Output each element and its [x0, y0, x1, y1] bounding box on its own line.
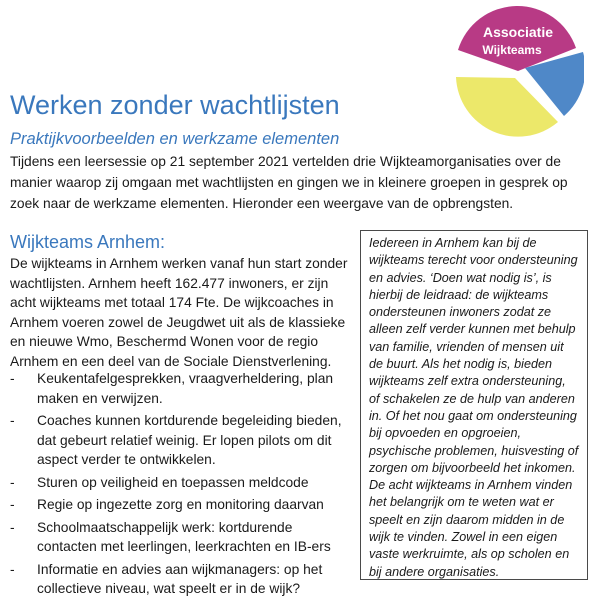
list-item	[10, 411, 355, 470]
logo-text-line2: Wijkteams	[482, 43, 542, 57]
list-item-text: Informatie en advies aan wijkmanagers: op het collectieve niveau, wat speelt er in de wijk?	[37, 561, 323, 596]
associatie-wijkteams-logo	[452, 5, 584, 137]
section-paragraph: De wijkteams in Arnhem werken vanaf hun start zonder wachtlijsten. Arnhem heeft 162.477 inwoners, er zijn acht wijkteams met totaal 174 Fte. De wijkcoaches in Arnhem voeren zowel de Jeugdwet uit als de klassieke en nieuwe Wmo, Beschermd Wonen voor de regio Arnhem en een deel van de Sociale Dienstverlening.	[10, 256, 348, 369]
list-item-text: Coaches kunnen kortdurende begeleiding bieden, dat gebeurt relatief weinig. Er lopen pilots om dit aspect verder te ontwikkelen.	[37, 413, 342, 467]
list-item	[10, 560, 355, 599]
bullet-marker: -	[10, 413, 15, 428]
section-heading: Wijkteams Arnhem:	[10, 232, 166, 252]
list-item	[10, 518, 355, 557]
bullet-marker: -	[10, 497, 15, 512]
list-item-text: Regie op ingezette zorg en monitoring daarvan	[37, 497, 324, 512]
list-item-text: Keukentafelgesprekken, vraagverheldering, plan maken en verwijzen.	[37, 371, 334, 406]
info-sidebox: Iedereen in Arnhem kan bij de wijkteams terecht voor ondersteuning en advies. ‘Doen wat nodig is’, is hierbij de leidraad: de wijkteams ondersteunen inwoners zodat ze alleen zelf verder kunnen met behulp van familie, vrienden of mensen uit de buurt. Als het nodig is, bieden wijkteams zelf extra ondersteuning, of schakelen ze de hulp van anderen in. Of het nou gaat om ondersteuning bij opvoeden en opgroeien, psychische problemen, huisvesting of zorgen om bijvoorbeeld het inkomen. De acht wijkteams in Arnhem vinden het belangrijk om te weten wat er speelt en zijn daarom midden in de wijk te vinden. Zowel in een eigen vaste werkruimte, als op scholen en bij andere organisaties.	[360, 230, 588, 580]
list-item-text: Schoolmaatschappelijk werk: kortdurende contacten met leerlingen, leerkrachten en IB-ers	[37, 519, 331, 554]
list-item-text: Sturen op veiligheid en toepassen meldcode	[37, 474, 309, 490]
list-item	[10, 495, 355, 515]
page-subtitle: Praktijkvoorbeelden en werkzame elementen	[10, 130, 340, 148]
list-item	[10, 473, 355, 493]
intro-paragraph: Tijdens een leersessie op 21 september 2021 vertelden drie Wijkteamorganisaties over de manier waarop zij omgaan met wachtlijsten en gingen we in kleinere groepen in gesprek op zoek naar de werkzame elementen. Hieronder een weergave van de opbrengsten.	[10, 154, 568, 211]
bullet-marker: -	[10, 519, 15, 535]
logo-text-line1: Associatie	[482, 24, 554, 40]
bullet-marker: -	[10, 371, 15, 386]
bullet-marker: -	[10, 474, 15, 490]
list-item	[10, 369, 355, 408]
bullet-marker: -	[10, 561, 15, 577]
page-title: Werken zonder wachtlijsten	[10, 90, 340, 120]
task-list	[10, 369, 355, 602]
